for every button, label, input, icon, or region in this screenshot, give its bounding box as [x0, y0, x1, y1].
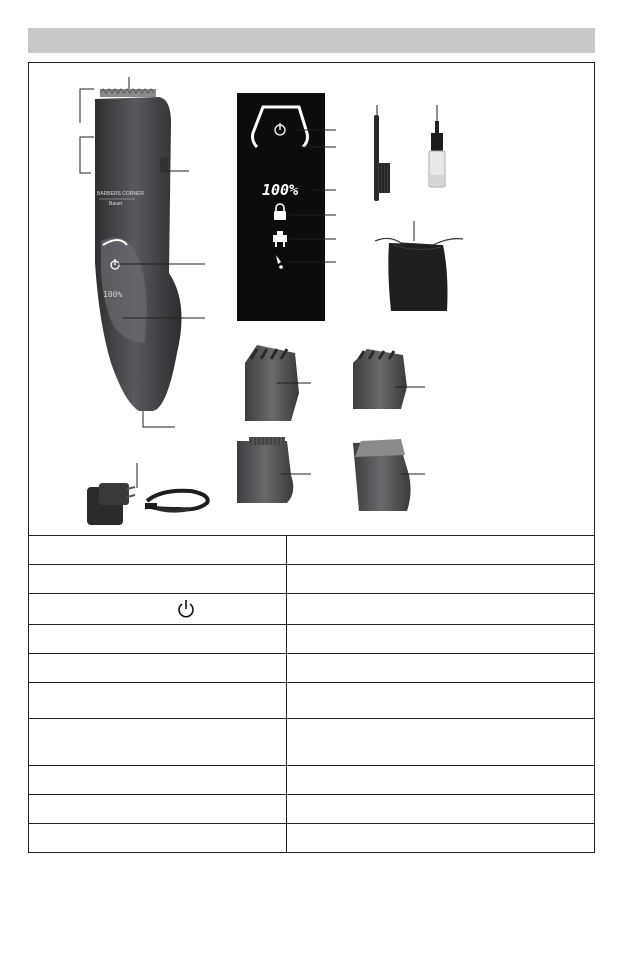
clipper-brand-2: Bauer — [109, 201, 123, 207]
trimmer-head — [237, 437, 311, 503]
table-row — [29, 594, 595, 625]
table-cell — [287, 683, 595, 719]
foil-shaver-head — [353, 439, 425, 511]
clipper-brand-1: BARBERS CORNER — [97, 191, 144, 197]
table-cell — [29, 654, 287, 683]
table-cell — [29, 594, 287, 625]
table-cell — [287, 565, 595, 594]
table-cell — [287, 654, 595, 683]
display-percent: 100% — [262, 181, 299, 199]
header-bar — [28, 28, 595, 53]
table-cell — [287, 766, 595, 795]
table-cell — [29, 625, 287, 654]
table-cell — [287, 795, 595, 824]
table-cell — [287, 719, 595, 766]
cleaning-brush — [374, 105, 390, 201]
table-cell — [29, 683, 287, 719]
table-row — [29, 625, 595, 654]
table-row — [29, 719, 595, 766]
table-cell — [29, 719, 287, 766]
comb-attachment-large — [245, 345, 311, 421]
display-panel — [237, 93, 325, 321]
table-cell — [29, 565, 287, 594]
table-cell — [287, 536, 595, 565]
table-row — [29, 565, 595, 594]
clipper-percent-readout: 100% — [103, 290, 123, 299]
table-cell — [29, 536, 287, 565]
product-figure — [28, 62, 595, 535]
power-icon — [177, 599, 195, 619]
table-cell — [287, 594, 595, 625]
table-row — [29, 795, 595, 824]
charger-and-cable — [87, 463, 208, 525]
storage-pouch — [375, 221, 463, 311]
table-row — [29, 654, 595, 683]
table-cell — [29, 824, 287, 853]
table-cell — [287, 824, 595, 853]
comb-attachment-small — [353, 349, 425, 409]
parts-table — [28, 535, 595, 853]
table-row — [29, 536, 595, 565]
table-row — [29, 683, 595, 719]
product-illustration — [29, 63, 594, 535]
hair-clipper — [95, 89, 182, 411]
table-cell — [29, 766, 287, 795]
table-cell — [29, 795, 287, 824]
table-row — [29, 824, 595, 853]
lock-icon — [274, 211, 286, 220]
plug-icon — [273, 235, 287, 242]
display-background — [237, 93, 325, 321]
table-cell — [287, 625, 595, 654]
table-row — [29, 766, 595, 795]
oil-bottle — [429, 105, 445, 187]
